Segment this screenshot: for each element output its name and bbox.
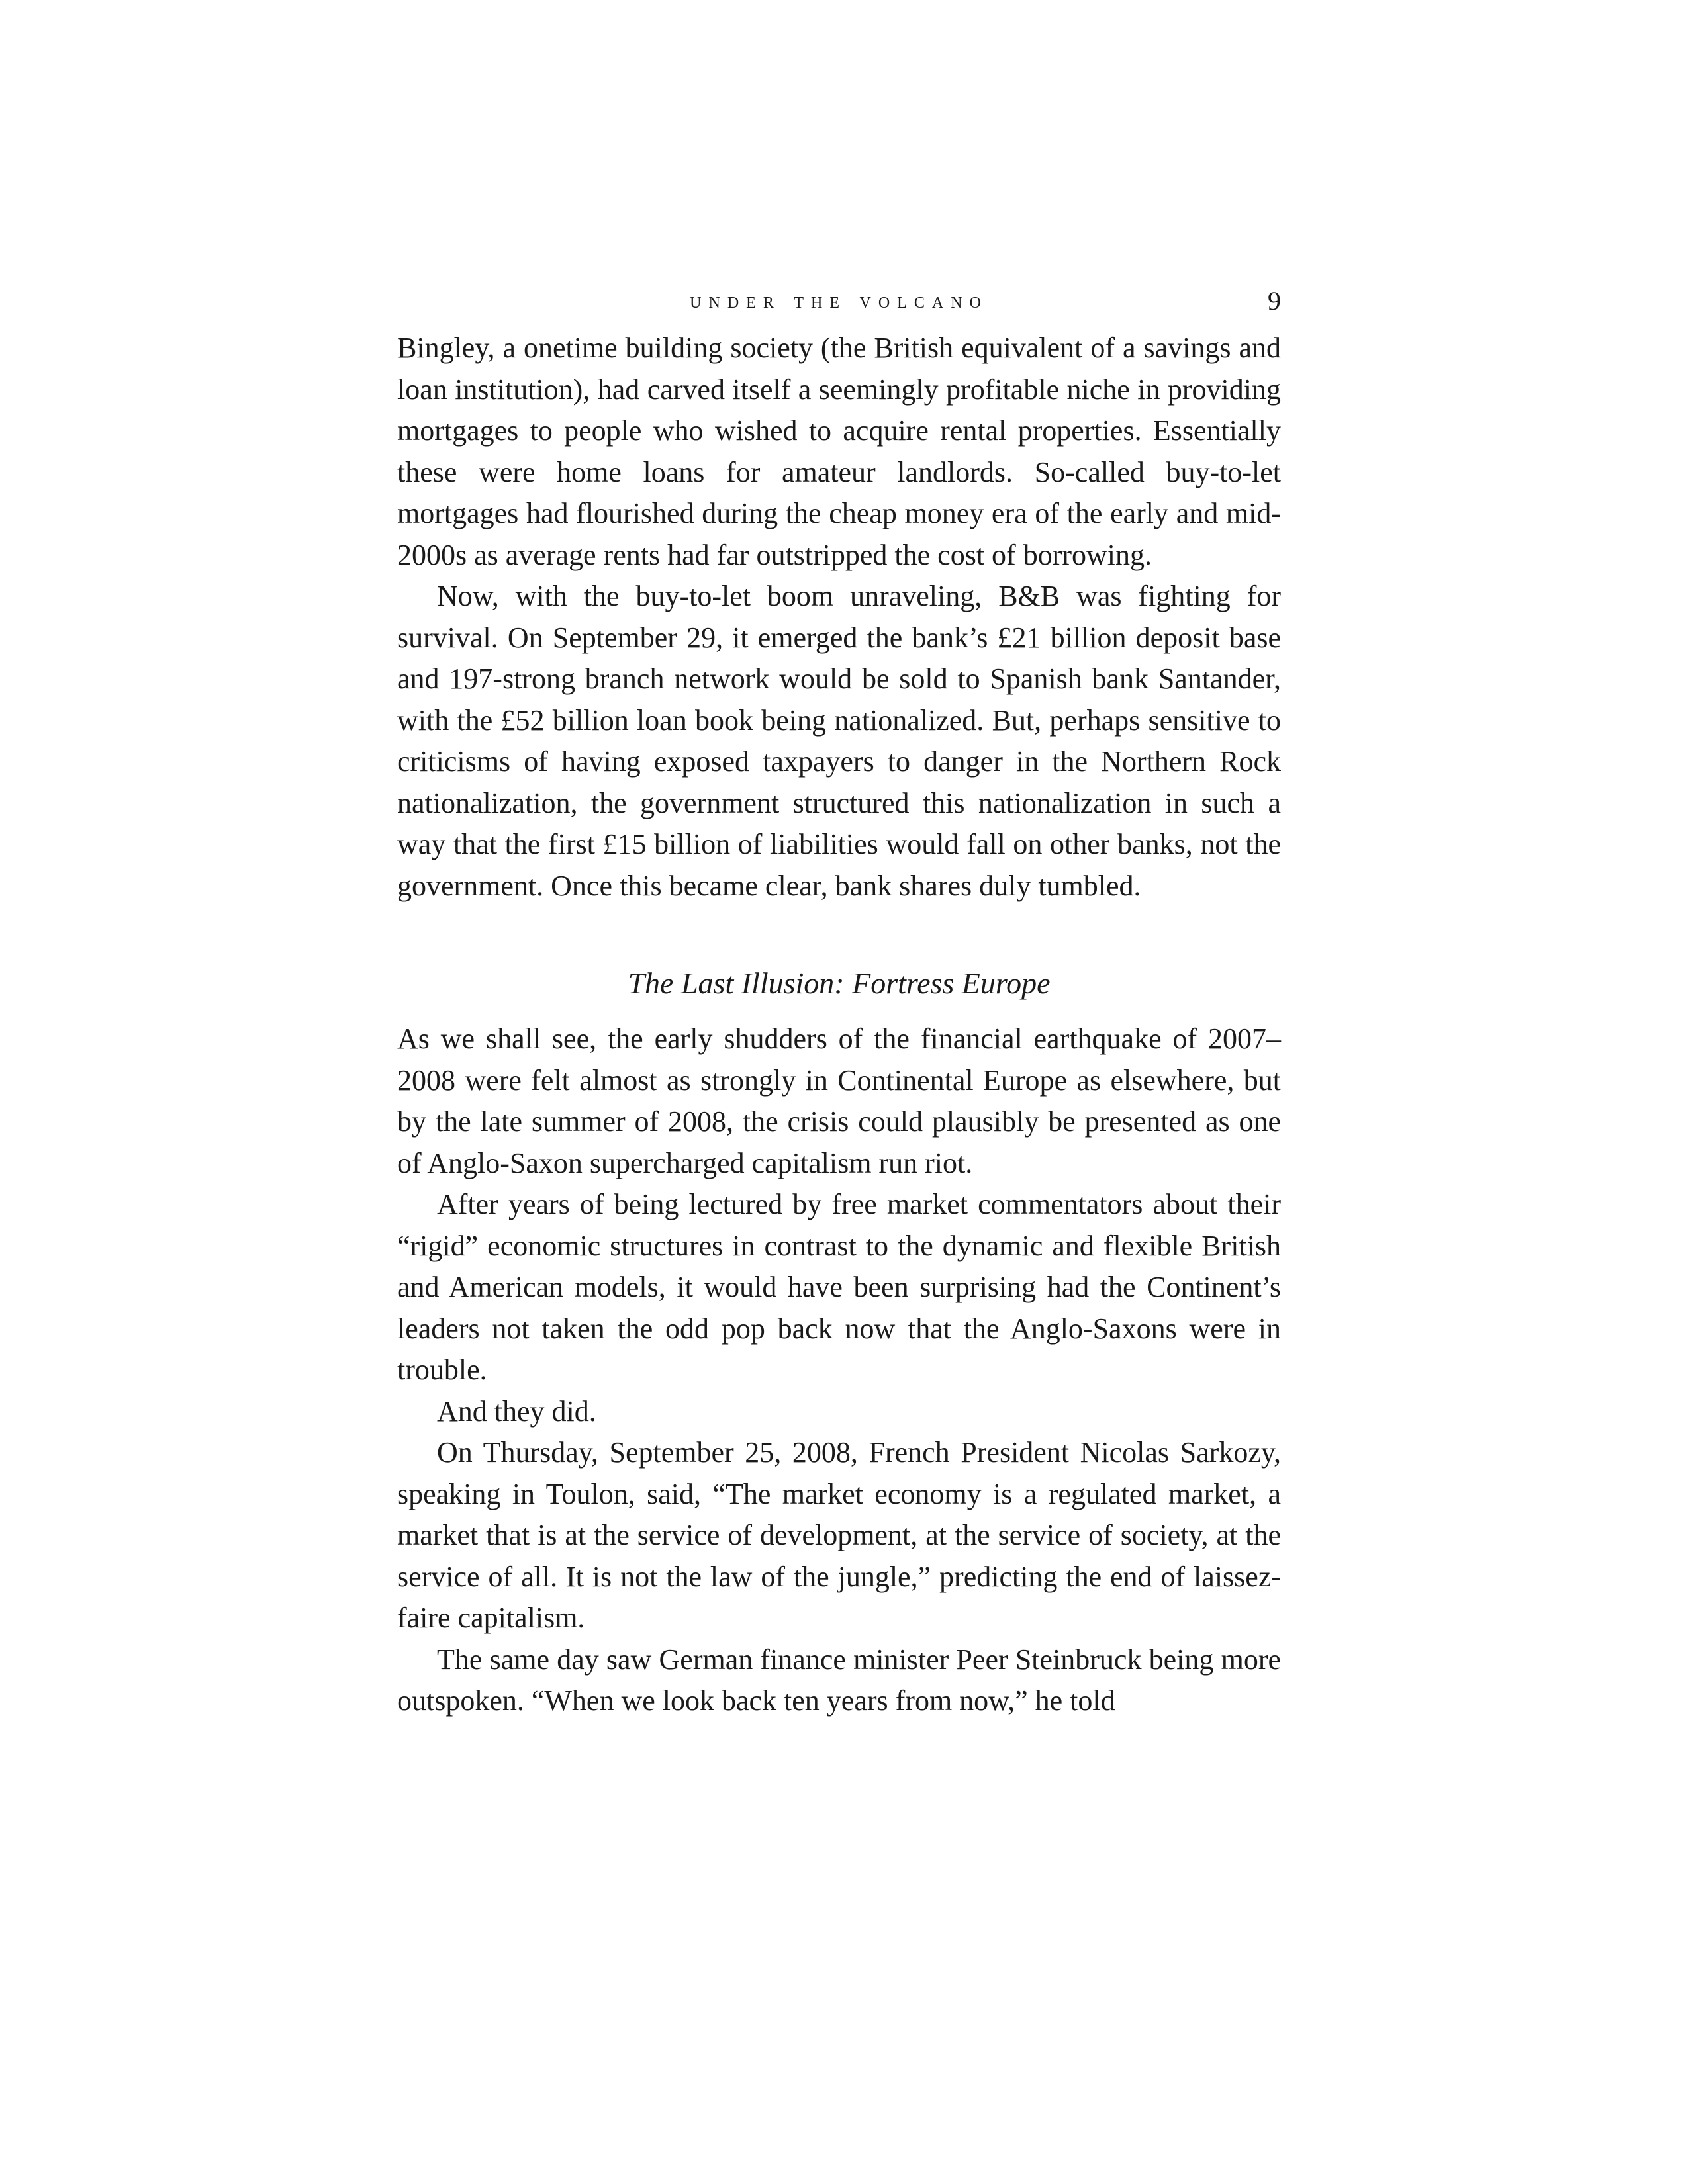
running-head [397, 281, 1281, 321]
paragraph: Bingley, a onetime building society (the British equivalent of a savings and loan institution), had carved itself a seemingly profitable niche in providing mortgages to people who wished to acquire rental properties. Essentially these were home loans for amateur landlords. So-called buy-to-let mortgages had flourished during the cheap money era of the early and mid-2000s as average rents had far outstripped the cost of borrowing. [397, 332, 1281, 571]
paragraph: As we shall see, the early shudders of the financial earthquake of 2007–2008 were felt almost as strongly in Continental Europe as elsewhere, but by the late summer of 2008, the crisis could plausibly be presented as one of Anglo-Saxon supercharged capitalism run riot. [397, 1023, 1281, 1179]
section-heading: The Last Illusion: Fortress Europe [628, 966, 1051, 1000]
paragraph: The same day saw German finance minister Peer Steinbruck being more outspoken. “When we look back ten years from now,” he told [397, 1643, 1281, 1717]
paragraph: On Thursday, September 25, 2008, French President Nicolas Sarkozy, speaking in Toulon, said, “The market economy is a regulated market, a market that is at the service of development, at the service of society, at the service of all. It is not the law of the jungle,” predicting the end of laissez-faire capitalism. [397, 1436, 1281, 1634]
page-number: 9 [1268, 286, 1281, 316]
body-text [397, 328, 1281, 1722]
running-title: under the volcano [690, 289, 988, 313]
paragraph: And they did. [437, 1394, 596, 1428]
paragraph: After years of being lectured by free market commentators about their “rigid” economic structures in contrast to the dynamic and flexible British and American models, it would have been surprising had the Continent’s leaders not taken the odd pop back now that the Anglo-Saxons were in trouble. [397, 1188, 1281, 1386]
paragraph: Now, with the buy-to-let boom unraveling, B&B was fighting for survival. On September 29, it emerged the bank’s £21 billion deposit base and 197-strong branch network would be sold to Spanish bank Santander, with the £52 billion loan book being nationalized. But, perhaps sensitive to criticisms of having exposed taxpayers to danger in the Northern Rock nationalization, the government structured this nationalization in such a way that the first £15 billion of liabilities would fall on other banks, not the government. Once this became clear, bank shares duly tumbled. [397, 580, 1281, 902]
